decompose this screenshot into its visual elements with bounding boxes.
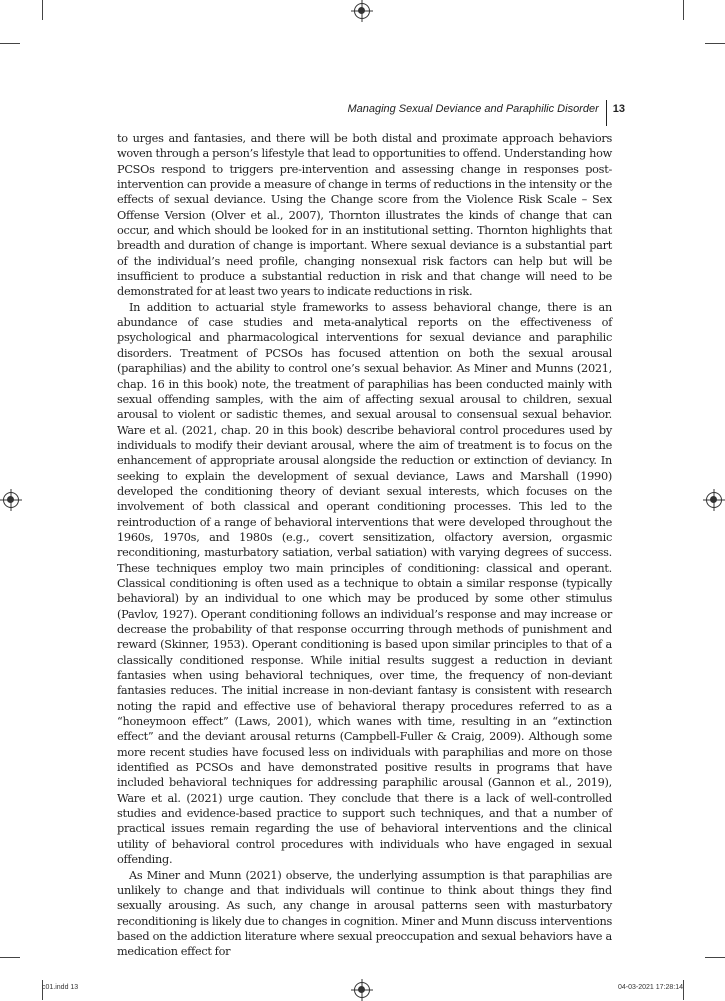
crop-mark-bottom-right <box>683 980 684 1000</box>
running-title: Managing Sexual Deviance and Paraphilic Disorder <box>347 103 599 115</box>
crop-mark-left-lower <box>0 957 20 958</box>
page-number: 13 <box>612 103 625 115</box>
registration-mark-icon-right <box>706 492 722 508</box>
registration-mark-icon-left <box>3 492 19 508</box>
paragraph: As Miner and Munn (2021) observe, the underlying assumption is that paraphilias are unlikely to change and that individuals will continue to think about things they find sexually arousing. As such, any change in arousal patterns seen with masturbatory reconditioning is likely due to changes in cognition. Miner and Munn discuss interventions based on the addiction literature where sexual preoccupation and sexual behaviors have a medication effect for <box>117 868 612 959</box>
crop-mark-right-lower <box>705 957 725 958</box>
crop-mark-top-left <box>42 0 43 20</box>
running-head <box>347 100 625 126</box>
paragraph: In addition to actuarial style frameworks to assess behavioral change, there is an abundance of case studies and meta-analytical reports on the effectiveness of psychological and pharmacological interventions for sexual deviance and paraphilic disorders. Treatment of PCSOs has focused attention on both the sexual arousal (paraphilias) and the ability to control one’s sexual behavior. As Miner and Munns (2021, chap. 16 in this book) note, the treatment of paraphilias has been conducted mainly with sexual offending samples, with the aim of affecting sexual arousal to children, sexual arousal to violent or sadistic themes, and sexual arousal to consensual sexual behavior. Ware et al. (2021, chap. 20 in this book) describe behavioral control procedures used by individuals to modify their deviant arousal, where the aim of treatment is to focus on the enhancement of appropriate arousal alongside the reduction or extinction of deviancy. In seeking to explain the development of sexual deviance, Laws and Marshall (1990) developed the conditioning theory of deviant sexual interests, which focuses on the involvement of both classical and operant conditioning processes. This led to the reintroduction of a range of behavioral interventions that were developed throughout the 1960s, 1970s, and 1980s (e.g., covert sensitization, olfactory aversion, orgasmic reconditioning, masturbatory satiation, verbal satiation) with varying degrees of success. These techniques employ two main principles of conditioning: classical and operant. Classical conditioning is often used as a technique to obtain a similar response (typically behavioral) by an individual to one which may be produced by some other stimulus (Pavlov, 1927). Operant conditioning follows an individual’s response and may increase or decrease the probability of that response occurring through methods of punishment and reward (Skinner, 1953). Operant conditioning is based upon similar principles to that of a classically conditioned response. While initial results suggest a reduction in deviant fantasies when using behavioral techniques, over time, the frequency of non-deviant fantasies reduces. The initial increase in non-deviant fantasy is consistent with research noting the rapid and effective use of behavioral therapy procedures referred to as a “honeymoon effect” (Laws, 2001), which wanes with time, resulting in an “extinction effect” and the deviant arousal returns (Campbell-Fuller & Craig, 2009). Although some more recent studies have focused less on individuals with paraphilias and more on those identified as PCSOs and have demonstrated positive results in programs that have included behavioral techniques for addressing paraphilic arousal (Gannon et al., 2019), Ware et al. (2021) urge caution. They conclude that there is a lack of well-controlled studies and evidence-based practice to support such techniques, and that a number of practical issues remain regarding the use of behavioral interventions and the clinical utility of behavioral control procedures with individuals who have engaged in sexual offending. <box>117 300 612 867</box>
body-text <box>117 131 612 960</box>
print-timestamp: 04-03-2021 17:28:14 <box>618 984 683 991</box>
crop-mark-left-upper <box>0 43 20 44</box>
registration-mark-icon-top <box>354 3 370 19</box>
paragraph: to urges and fantasies, and there will be both distal and proximate approach behaviors woven through a person’s lifestyle that lead to opportunities to offend. Understanding how PCSOs respond to triggers pre-intervention and assessing change in responses post-intervention can provide a measure of change in terms of reductions in the intensity or the effects of sexual deviance. Using the Change score from the Violence Risk Scale – Sex Offense Version (Olver et al., 2007), Thornton illustrates the kinds of change that can occur, and which should be looked for in an institutional setting. Thornton highlights that breadth and duration of change is important. Where sexual deviance is a substantial part of the individual’s need profile, changing nonsexual risk factors can help but will be insufficient to produce a substantial reduction in risk and that change will need to be demonstrated for at least two years to indicate reductions in risk. <box>117 132 612 299</box>
file-slug: c01.indd 13 <box>42 984 79 991</box>
crop-mark-right-upper <box>705 43 725 44</box>
registration-mark-icon-bottom <box>354 982 370 998</box>
crop-mark-top-right <box>683 0 684 20</box>
